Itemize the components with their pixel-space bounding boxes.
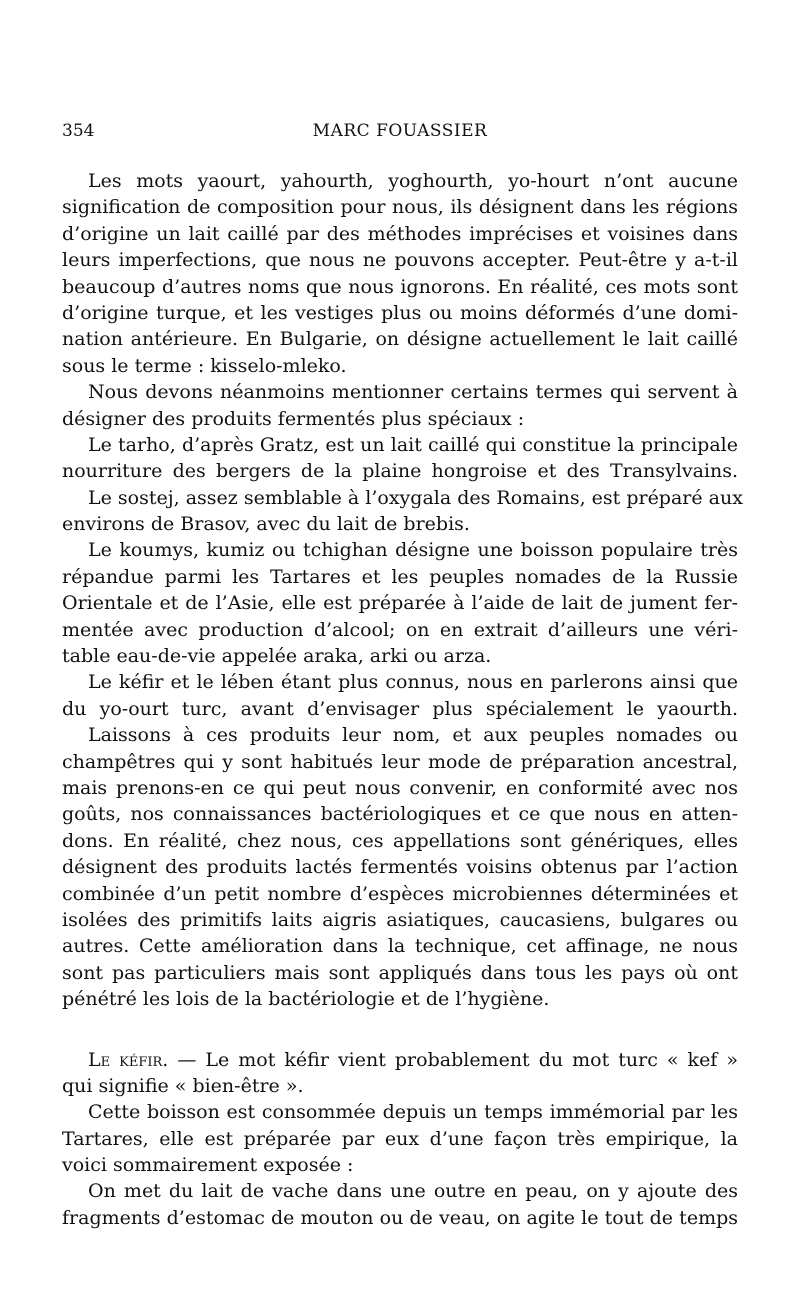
text-line bbox=[62, 1047, 738, 1073]
section-kefir bbox=[62, 1047, 738, 1232]
page-header bbox=[62, 118, 738, 146]
text-line: fragments d’estomac de mouton ou de veau, on agite le tout de temps bbox=[62, 1206, 738, 1229]
paragraph bbox=[62, 1099, 738, 1178]
text-line: d’origine turque, et les vestiges plus ou moins déformés d’une domi- bbox=[62, 301, 738, 324]
text-line: Laissons à ces produits leur nom, et aux peuples nomades ou bbox=[88, 724, 738, 747]
paragraph bbox=[62, 1178, 738, 1231]
text-line: pénétré les lois de la bactériologie et de l’hygiène. bbox=[62, 988, 550, 1011]
section-heading: Le kéfir. bbox=[88, 1048, 169, 1071]
text-line: sont pas particuliers mais sont appliqués dans tous les pays où ont bbox=[62, 961, 738, 984]
text-line: environs de Brasov, avec du lait de brebis. bbox=[62, 513, 470, 536]
text-line: Orientale et de l’Asie, elle est préparée à l’aide de lait de jument fer- bbox=[62, 592, 738, 615]
text-line: mentée avec production d’alcool; on en extrait d’ailleurs une véri- bbox=[62, 618, 738, 641]
text-line: du yo-ourt turc, avant d’envisager plus spécialement le yaourth. bbox=[62, 697, 738, 720]
paragraph bbox=[62, 379, 738, 432]
running-head: MARC FOUASSIER bbox=[312, 121, 488, 141]
paragraph bbox=[62, 432, 738, 485]
text-line: Les mots yaourt, yahourth, yoghourth, yo-hourt n’ont aucune bbox=[88, 170, 738, 192]
text-line: Cette boisson est consommée depuis un temps immémorial par les bbox=[88, 1101, 738, 1124]
paragraph bbox=[62, 537, 738, 669]
text-line: autres. Cette amélioration dans la technique, cet affinage, ne nous bbox=[62, 935, 738, 958]
text-line: combinée d’un petit nombre d’espèces microbiennes déterminées et bbox=[62, 882, 738, 905]
text-line: voici sommairement exposée : bbox=[62, 1154, 354, 1177]
text-line: isolées des primitifs laits aigris asiatiques, caucasiens, bulgares ou bbox=[62, 908, 738, 931]
book-page bbox=[62, 118, 743, 1231]
text-line: leurs imperfections, que nous ne pouvons accepter. Peut-être y a-t-il bbox=[62, 249, 738, 272]
text-line: désigner des produits fermentés plus spéciaux : bbox=[62, 407, 525, 430]
text-line: table eau-de-vie appelée araka, arki ou arza. bbox=[62, 645, 492, 668]
paragraph bbox=[62, 669, 738, 722]
text-line: beaucoup d’autres noms que nous ignorons. En réalité, ces mots sont bbox=[62, 275, 738, 298]
text-line: sous le terme : kisselo-mleko. bbox=[62, 354, 347, 377]
page-number: 354 bbox=[62, 121, 95, 141]
text-line: goûts, nos connaissances bactériologiques et ce que nous en atten- bbox=[62, 803, 738, 826]
text-line: Le kéfir et le lében étant plus connus, nous en parlerons ainsi que bbox=[88, 671, 738, 694]
text-line: On met du lait de vache dans une outre en peau, on y ajoute des bbox=[88, 1180, 738, 1203]
paragraph bbox=[62, 722, 738, 1012]
section-lead-text: — Le mot kéfir vient probablement du mot turc « kef » bbox=[168, 1048, 738, 1071]
paragraph bbox=[62, 168, 738, 379]
paragraph bbox=[62, 1047, 738, 1100]
text-line: champêtres qui y sont habitués leur mode de préparation ancestral, bbox=[62, 750, 738, 773]
text-line: dons. En réalité, chez nous, ces appellations sont génériques, elles bbox=[62, 829, 738, 852]
text-line: Le koumys, kumiz ou tchighan désigne une boisson populaire très bbox=[88, 539, 738, 562]
text-line: signification de composition pour nous, ils désignent dans les régions bbox=[62, 196, 738, 219]
text-line: désignent des produits lactés fermentés voisins obtenus par l’action bbox=[62, 856, 738, 879]
text-line: répandue parmi les Tartares et les peuples nomades de la Russie bbox=[62, 565, 738, 588]
text-line: Le sostej, assez semblable à l’oxygala des Romains, est préparé aux bbox=[88, 486, 743, 509]
text-line: qui signifie « bien-être ». bbox=[62, 1074, 304, 1097]
section-gap bbox=[62, 1013, 738, 1047]
text-line: nourriture des bergers de la plaine hongroise et des Transylvains. bbox=[62, 460, 738, 483]
text-line: Nous devons néanmoins mentionner certains termes qui servent à bbox=[88, 381, 738, 404]
text-line: Tartares, elle est préparée par eux d’une façon très empirique, la bbox=[62, 1127, 738, 1150]
text-line: nation antérieure. En Bulgarie, on désigne actuellement le lait caillé bbox=[62, 328, 738, 351]
text-line: d’origine un lait caillé par des méthodes imprécises et voisines dans bbox=[62, 222, 738, 245]
text-line: mais prenons-en ce qui peut nous convenir, en conformité avec nos bbox=[62, 776, 738, 799]
text-line: Le tarho, d’après Gratz, est un lait caillé qui constitue la principale bbox=[88, 433, 738, 456]
body-text bbox=[62, 168, 743, 1013]
paragraph bbox=[62, 485, 743, 538]
